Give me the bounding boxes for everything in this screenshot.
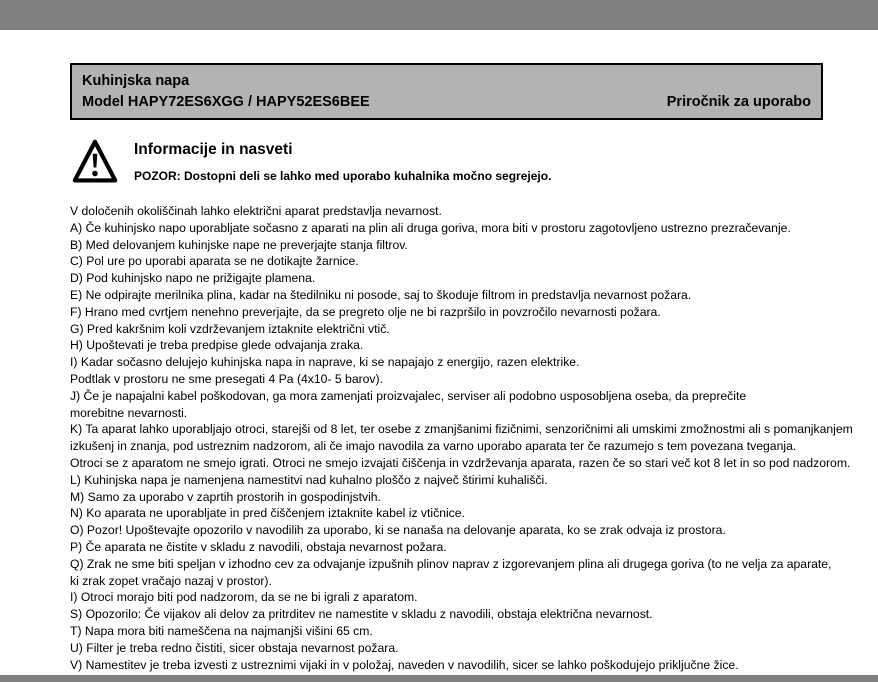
body-line: E) Ne odpirajte merilnika plina, kadar na štedilniku ni posode, saj to škoduje filtrom in predstavlja nevarnost požara. [70, 287, 692, 302]
model-label: Model HAPY72ES6XGG / HAPY52ES6BEE [82, 94, 370, 110]
header-row [82, 93, 811, 111]
header-box [70, 63, 823, 120]
warning-texts [134, 138, 551, 183]
body-line: ki zrak zopet vračajo nazaj v prostor). [70, 573, 272, 588]
info-title: Informacije in nasveti [134, 141, 293, 158]
body-line: I) Kadar sočasno delujejo kuhinjska napa in naprave, ki se napajajo z energijo, razen elektrike. [70, 355, 580, 370]
body-line: A) Če kuhinjsko napo uporabljate sočasno z aparati na plin ali druga goriva, mora biti v prostoru zagotovljeno ustrezno prezračevanje. [70, 220, 791, 235]
body-line: K) Ta aparat lahko uporabljajo otroci, starejši od 8 let, ter osebe z zmanjšanimi fizičnimi, senzoričnimi ali umskimi zmožnostmi ali s pomanjkanjem [70, 422, 853, 437]
warning-triangle-icon [72, 138, 118, 186]
body-line: V določenih okoliščinah lahko električni aparat predstavlja nevarnost. [70, 204, 442, 218]
body-line: O) Pozor! Upoštevajte opozorilo v navodilih za uporabo, ki se nanaša na delovanje aparata, ko se zrak odvaja iz prostora. [70, 523, 726, 538]
body-line: F) Hrano med cvrtjem nenehno preverjajte, da se pregreto olje ne bi razpršilo in povzročilo nevarnosti požara. [70, 304, 661, 319]
body-line: izkušenj in znanja, pod ustreznim nadzorom, ali če imajo navodila za varno uporabo aparata ter če razumejo s tem povezana tveganja. [70, 439, 797, 454]
body-line: Otroci se z aparatom ne smejo igrati. Otroci ne smejo izvajati čiščenja in vzdrževanja aparata, razen če so stari več kot 8 let in so pod nadzorom. [70, 455, 851, 470]
body-line: T) Napa mora biti nameščena na najmanjši višini 65 cm. [70, 623, 373, 638]
body-line: I) Otroci morajo biti pod nadzorom, da se ne bi igrali z aparatom. [70, 590, 418, 605]
body-line: B) Med delovanjem kuhinjske nape ne preverjajte stanja filtrov. [70, 237, 408, 252]
body-line: S) Opozorilo: Če vijakov ali delov za pritrditev ne namestite v skladu z navodili, obstaja električna nevarnost. [70, 607, 653, 622]
caution-text: POZOR: Dostopni deli se lahko med uporabo kuhalnika močno segrejejo. [134, 169, 552, 183]
body-line: morebitne nevarnosti. [70, 405, 188, 420]
body-line: Podtlak v prostoru ne sme presegati 4 Pa (4x10- 5 barov). [70, 371, 383, 386]
warning-section [72, 138, 551, 186]
body-line: P) Če aparata ne čistite v skladu z navodili, obstaja nevarnost požara. [70, 539, 447, 554]
body-line: L) Kuhinjska napa je namenjena namestitvi nad kuhalno ploščo z največ štirimi kuhališči. [70, 472, 548, 487]
manual-label: Priročnik za uporabo [666, 94, 811, 110]
body-line: J) Če je napajalni kabel poškodovan, ga mora zamenjati proizvajalec, serviser ali podobno usposobljena oseba, da preprečite [70, 388, 747, 403]
viewer-top-strip [0, 0, 878, 30]
body-line: Q) Zrak ne sme biti speljan v izhodno cev za odvajanje izpušnih plinov naprav z izgorevanjem plina ali drugega goriva (to ne velja za aparate, [70, 556, 832, 571]
product-title: Kuhinjska napa [82, 73, 190, 89]
body-line: U) Filter je treba redno čistiti, sicer obstaja nevarnost požara. [70, 640, 399, 655]
body-line: H) Upoštevati je treba predpise glede odvajanja zraka. [70, 338, 364, 353]
viewer-bottom-strip [0, 675, 878, 682]
body-line: D) Pod kuhinjsko napo ne prižigajte plamena. [70, 271, 316, 286]
body-line: G) Pred kakršnim koli vzdrževanjem iztaknite električni vtič. [70, 321, 390, 336]
body-line: M) Samo za uporabo v zaprtih prostorih in gospodinjstvih. [70, 489, 381, 504]
body-line: V) Namestitev je treba izvesti z ustreznimi vijaki in v položaj, naveden v navodilih, sicer se lahko poškodujejo priključne žice. [70, 657, 739, 672]
body-text [70, 203, 870, 673]
body-line: C) Pol ure po uporabi aparata se ne dotikajte žarnice. [70, 254, 359, 269]
body-line: N) Ko aparata ne uporabljate in pred čiščenjem iztaknite kabel iz vtičnice. [70, 506, 465, 521]
